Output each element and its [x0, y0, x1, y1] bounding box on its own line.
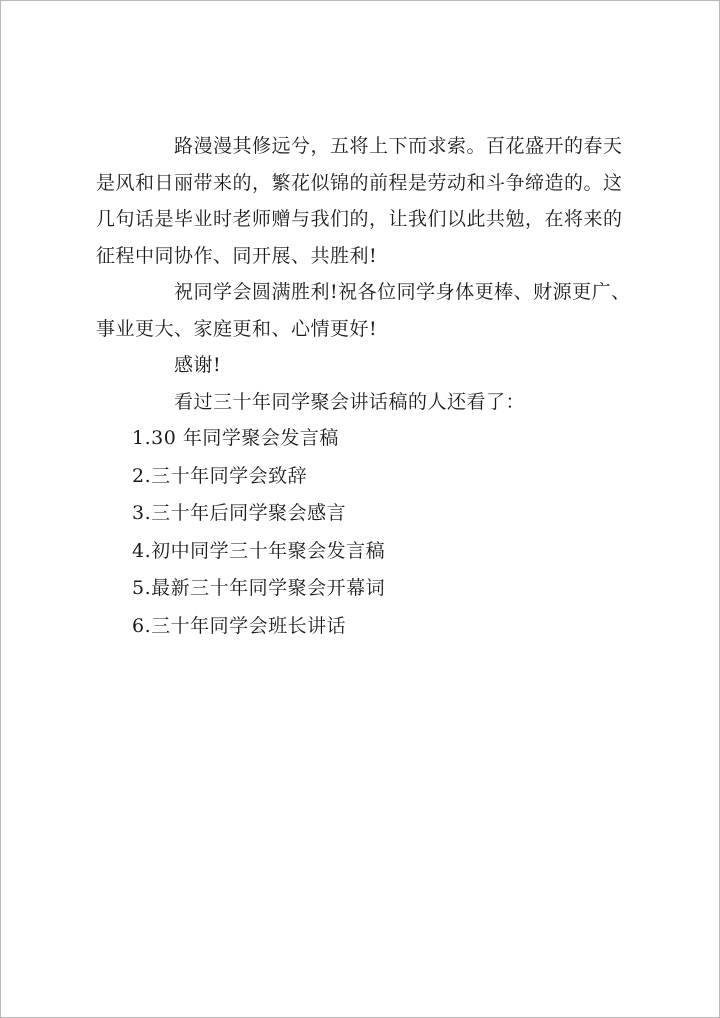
blessing-paragraph: 祝同学会圆满胜利!祝各位同学身体更棒、财源更广、事业更大、家庭更和、心情更好!	[96, 281, 631, 340]
thanks-line: 感谢!	[174, 354, 222, 376]
related-item[interactable]: 4.初中同学三十年聚会发言稿	[132, 539, 386, 562]
related-item[interactable]: 2.三十年同学会致辞	[132, 464, 308, 487]
closing-paragraph: 路漫漫其修远兮，五将上下而求索。百花盛开的春天是风和日丽带来的，繁花似锦的前程是劳动和斗争缔造的。这几句话是毕业时老师赠与我们的，让我们以此共勉，在将来的征程中同协作、同开展、共胜利!	[96, 135, 623, 267]
document-body	[96, 128, 636, 646]
related-item[interactable]: 6.三十年同学会班长讲话	[132, 614, 347, 637]
related-item[interactable]: 1.30 年同学聚会发言稿	[132, 427, 339, 449]
related-heading: 看过三十年同学聚会讲话稿的人还看了：	[174, 390, 526, 413]
related-list	[96, 420, 636, 646]
related-item[interactable]: 5.最新三十年同学聚会开幕词	[132, 577, 386, 600]
related-item[interactable]: 3.三十年后同学聚会感言	[132, 502, 347, 525]
